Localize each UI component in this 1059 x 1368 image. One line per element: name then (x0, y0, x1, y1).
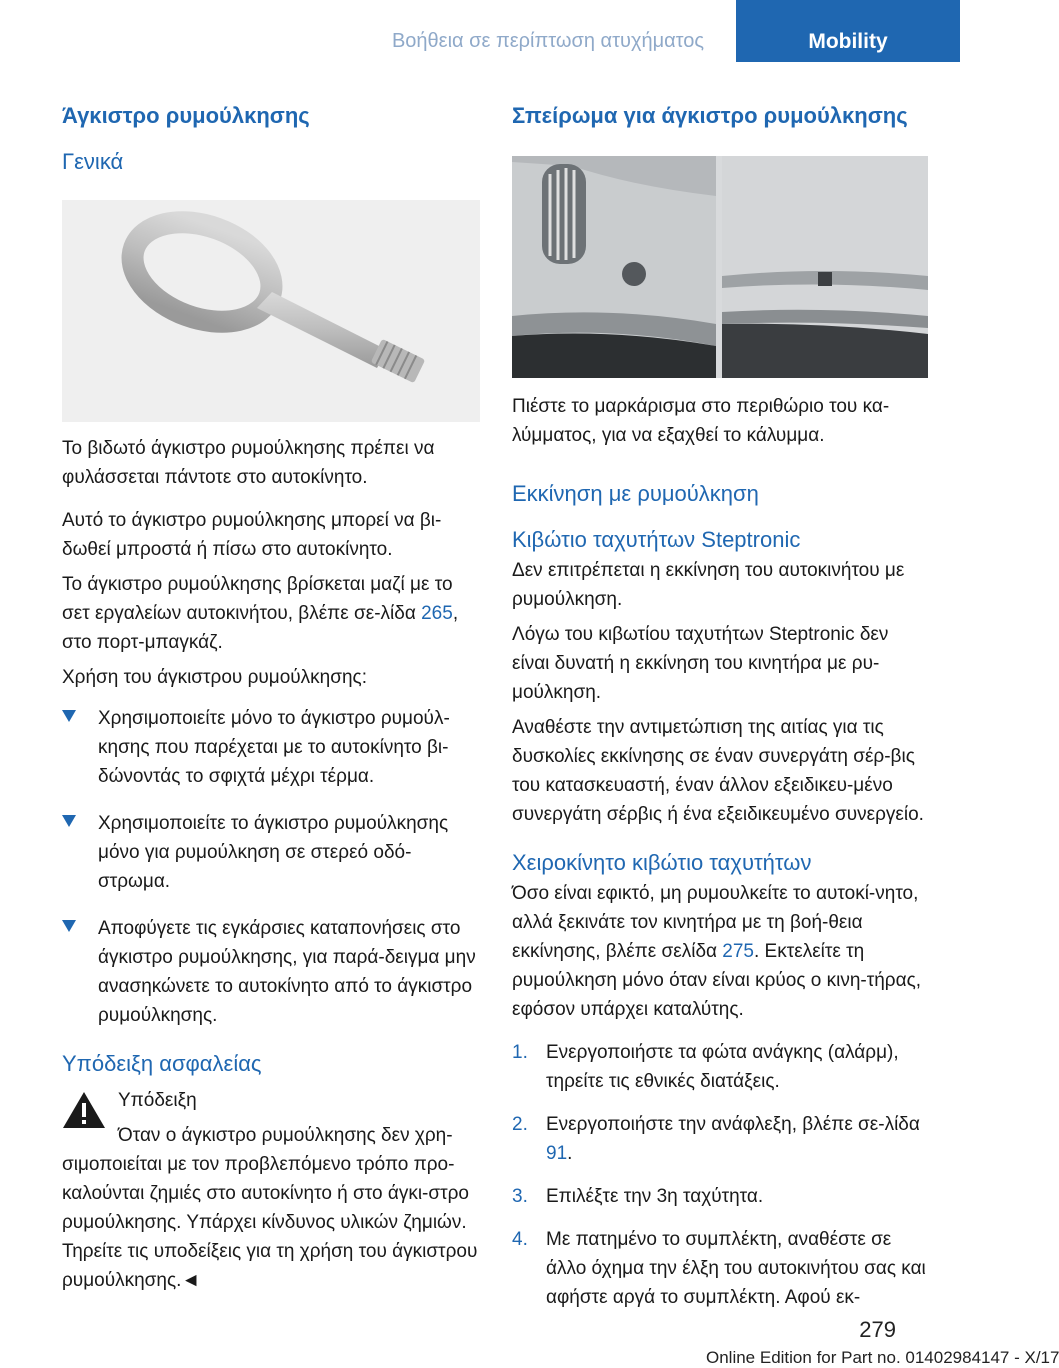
tow-hook-figure (62, 200, 480, 422)
step-text-end: . (567, 1143, 573, 1164)
list-item (512, 1182, 928, 1211)
list-item-text: Χρησιμοποιείτε το άγκιστρο ρυμούλκησης μόνο για ρυμούλκηση σε στερεό οδό‐στρωμα. (98, 813, 449, 892)
page-header (0, 0, 960, 62)
list-item (62, 914, 480, 1030)
tow-hook-title: Άγκιστρο ρυμούλκησης (62, 103, 310, 128)
step-number: 2. (512, 1114, 528, 1135)
warning-box (62, 1086, 480, 1295)
bumper-figure (512, 156, 928, 378)
bumper-illustration (512, 156, 928, 378)
step-number: 4. (512, 1229, 528, 1250)
triangle-bullet-icon (62, 815, 76, 827)
triangle-bullet-icon (62, 920, 76, 932)
usage-bullet-list (62, 704, 480, 1030)
manual-text: Όσο είναι εφικτό, μη ρυμουλκείτε το αυτοκί‐νητο, αλλά ξεκινάτε τον κινητήρα με τη βοή‐θεια εκκίνησης, βλέπε σελίδα (512, 883, 919, 962)
general-subtitle: Γενικά (62, 149, 124, 174)
list-item (512, 1225, 928, 1312)
steptronic-p3: Αναθέστε την αντιμετώπιση της αιτίας για τις δυσκολίες εκκίνησης σε έναν συνεργάτη σέρ‐βις του κατασκευαστή, έναν άλλον εξειδικευ‐μένο συνεργάτη σέρβις ή ένα εξειδικευμένο συνεργείο. (512, 717, 924, 825)
step-text: Επιλέξτε την 3η ταχύτητα. (546, 1186, 764, 1207)
step-text: Με πατημένο το συμπλέκτη, αναθέστε σε άλλο όχημα την έλξη του αυτοκινήτου σας και αφήστε αργά το συμπλέκτη. Αφού εκ‐ (546, 1229, 926, 1308)
page-link-91[interactable]: 91 (546, 1143, 568, 1164)
triangle-bullet-icon (62, 710, 76, 722)
step-text: Ενεργοποιήστε τα φώτα ανάγκης (αλάρμ), τηρείτε τις εθνικές διατάξεις. (546, 1042, 899, 1092)
steps-list (512, 1038, 928, 1312)
steptronic-title: Κιβώτιο ταχυτήτων Steptronic (512, 527, 801, 552)
left-column (62, 96, 480, 1295)
tow-hook-illustration (62, 200, 480, 422)
edition-text: Online Edition for Part no. 01402984147 - X/17 (706, 1348, 1059, 1367)
paragraph-front-rear: Αυτό το άγκιστρο ρυμούλκησης μπορεί να βι‐δωθεί μπροστά ή πίσω στο αυτοκίνητο. (62, 510, 442, 560)
list-item (512, 1038, 928, 1096)
page-number: 279 (859, 1317, 896, 1342)
step-text: Ενεργοποιήστε την ανάφλεξη, βλέπε σε‐λίδα (546, 1114, 920, 1135)
list-item (62, 704, 480, 791)
location-text: Το άγκιστρο ρυμούλκησης βρίσκεται μαζί με το σετ εργαλείων αυτοκινήτου, βλέπε σε‐λίδα (62, 574, 453, 624)
manual-text-end: . Εκτελείτε τη ρυμούλκηση μόνο όταν είναι κρύος ο κινη‐τήρας, εφόσον υπάρχει καταλύτης. (512, 941, 922, 1020)
manual-paragraph (512, 879, 928, 1024)
step-number: 3. (512, 1186, 528, 1207)
thread-title: Σπείρωμα για άγκιστρο ρυμούλκησης (512, 103, 908, 128)
tow-start-title: Εκκίνηση με ρυμούλκηση (512, 481, 759, 506)
manual-gearbox-title: Χειροκίνητο κιβώτιο ταχυτήτων (512, 850, 812, 875)
steptronic-p2: Λόγω του κιβωτίου ταχυτήτων Steptronic δεν είναι δυνατή η εκκίνηση του κινητήρα με ρυ‐μούλκηση. (512, 624, 889, 703)
page-link-275[interactable]: 275 (722, 941, 754, 962)
warning-text: Όταν ο άγκιστρο ρυμούλκησης δεν χρη‐σιμοποιείται με τον προβλεπόμενο τρόπο προ‐καλούνται ζημιές στο αυτοκίνητο ή στο άγκι‐στρο ρυμούλκησης. Υπάρχει κίνδυνος υλικών ζημιών. Τηρείτε τις υποδείξεις για τη χρήση του άγκιστρου ρυμούλκησης.◄ (62, 1125, 478, 1291)
paragraph-usage: Χρήση του άγκιστρου ρυμούλκησης: (62, 667, 367, 688)
right-column (512, 96, 928, 1326)
safety-note-title: Υπόδειξη ασφαλείας (62, 1051, 262, 1076)
step-number: 1. (512, 1042, 528, 1063)
paragraph-location (62, 570, 480, 657)
list-item (512, 1110, 928, 1168)
location-text-end: , στο πορτ-μπαγκάζ. (62, 603, 459, 653)
page-link-265[interactable]: 265 (421, 603, 453, 624)
warning-label: Υπόδειξη (118, 1090, 197, 1111)
header-chapter-tab[interactable]: Mobility (736, 0, 960, 62)
list-item-text: Χρησιμοποιείτε μόνο το άγκιστρο ρυμούλ‐κησης που παρέχεται με το αυτοκίνητο βι‐δώνοντάς το σφιχτά μέχρι τέρμα. (98, 708, 450, 787)
header-section-title: Βοήθεια σε περίπτωση ατυχήματος (391, 30, 705, 52)
list-item-text: Αποφύγετε τις εγκάρσιες καταπονήσεις στο άγκιστρο ρυμούλκησης, για παρά‐δειγμα μην ανασηκώνετε το αυτοκίνητο από το άγκιστρο ρυμούλκησης. (98, 918, 476, 1026)
paragraph-store-in-car: Το βιδωτό άγκιστρο ρυμούλκησης πρέπει να φυλάσσεται πάντοτε στο αυτοκίνητο. (62, 438, 435, 488)
warning-triangle-icon (62, 1090, 106, 1130)
steptronic-p1: Δεν επιτρέπεται η εκκίνηση του αυτοκινήτου με ρυμούλκηση. (512, 560, 905, 610)
list-item (62, 809, 480, 896)
paragraph-press-marking: Πιέστε το μαρκάρισμα στο περιθώριο του κα‐λύμματος, για να εξαχθεί το κάλυμμα. (512, 396, 890, 446)
